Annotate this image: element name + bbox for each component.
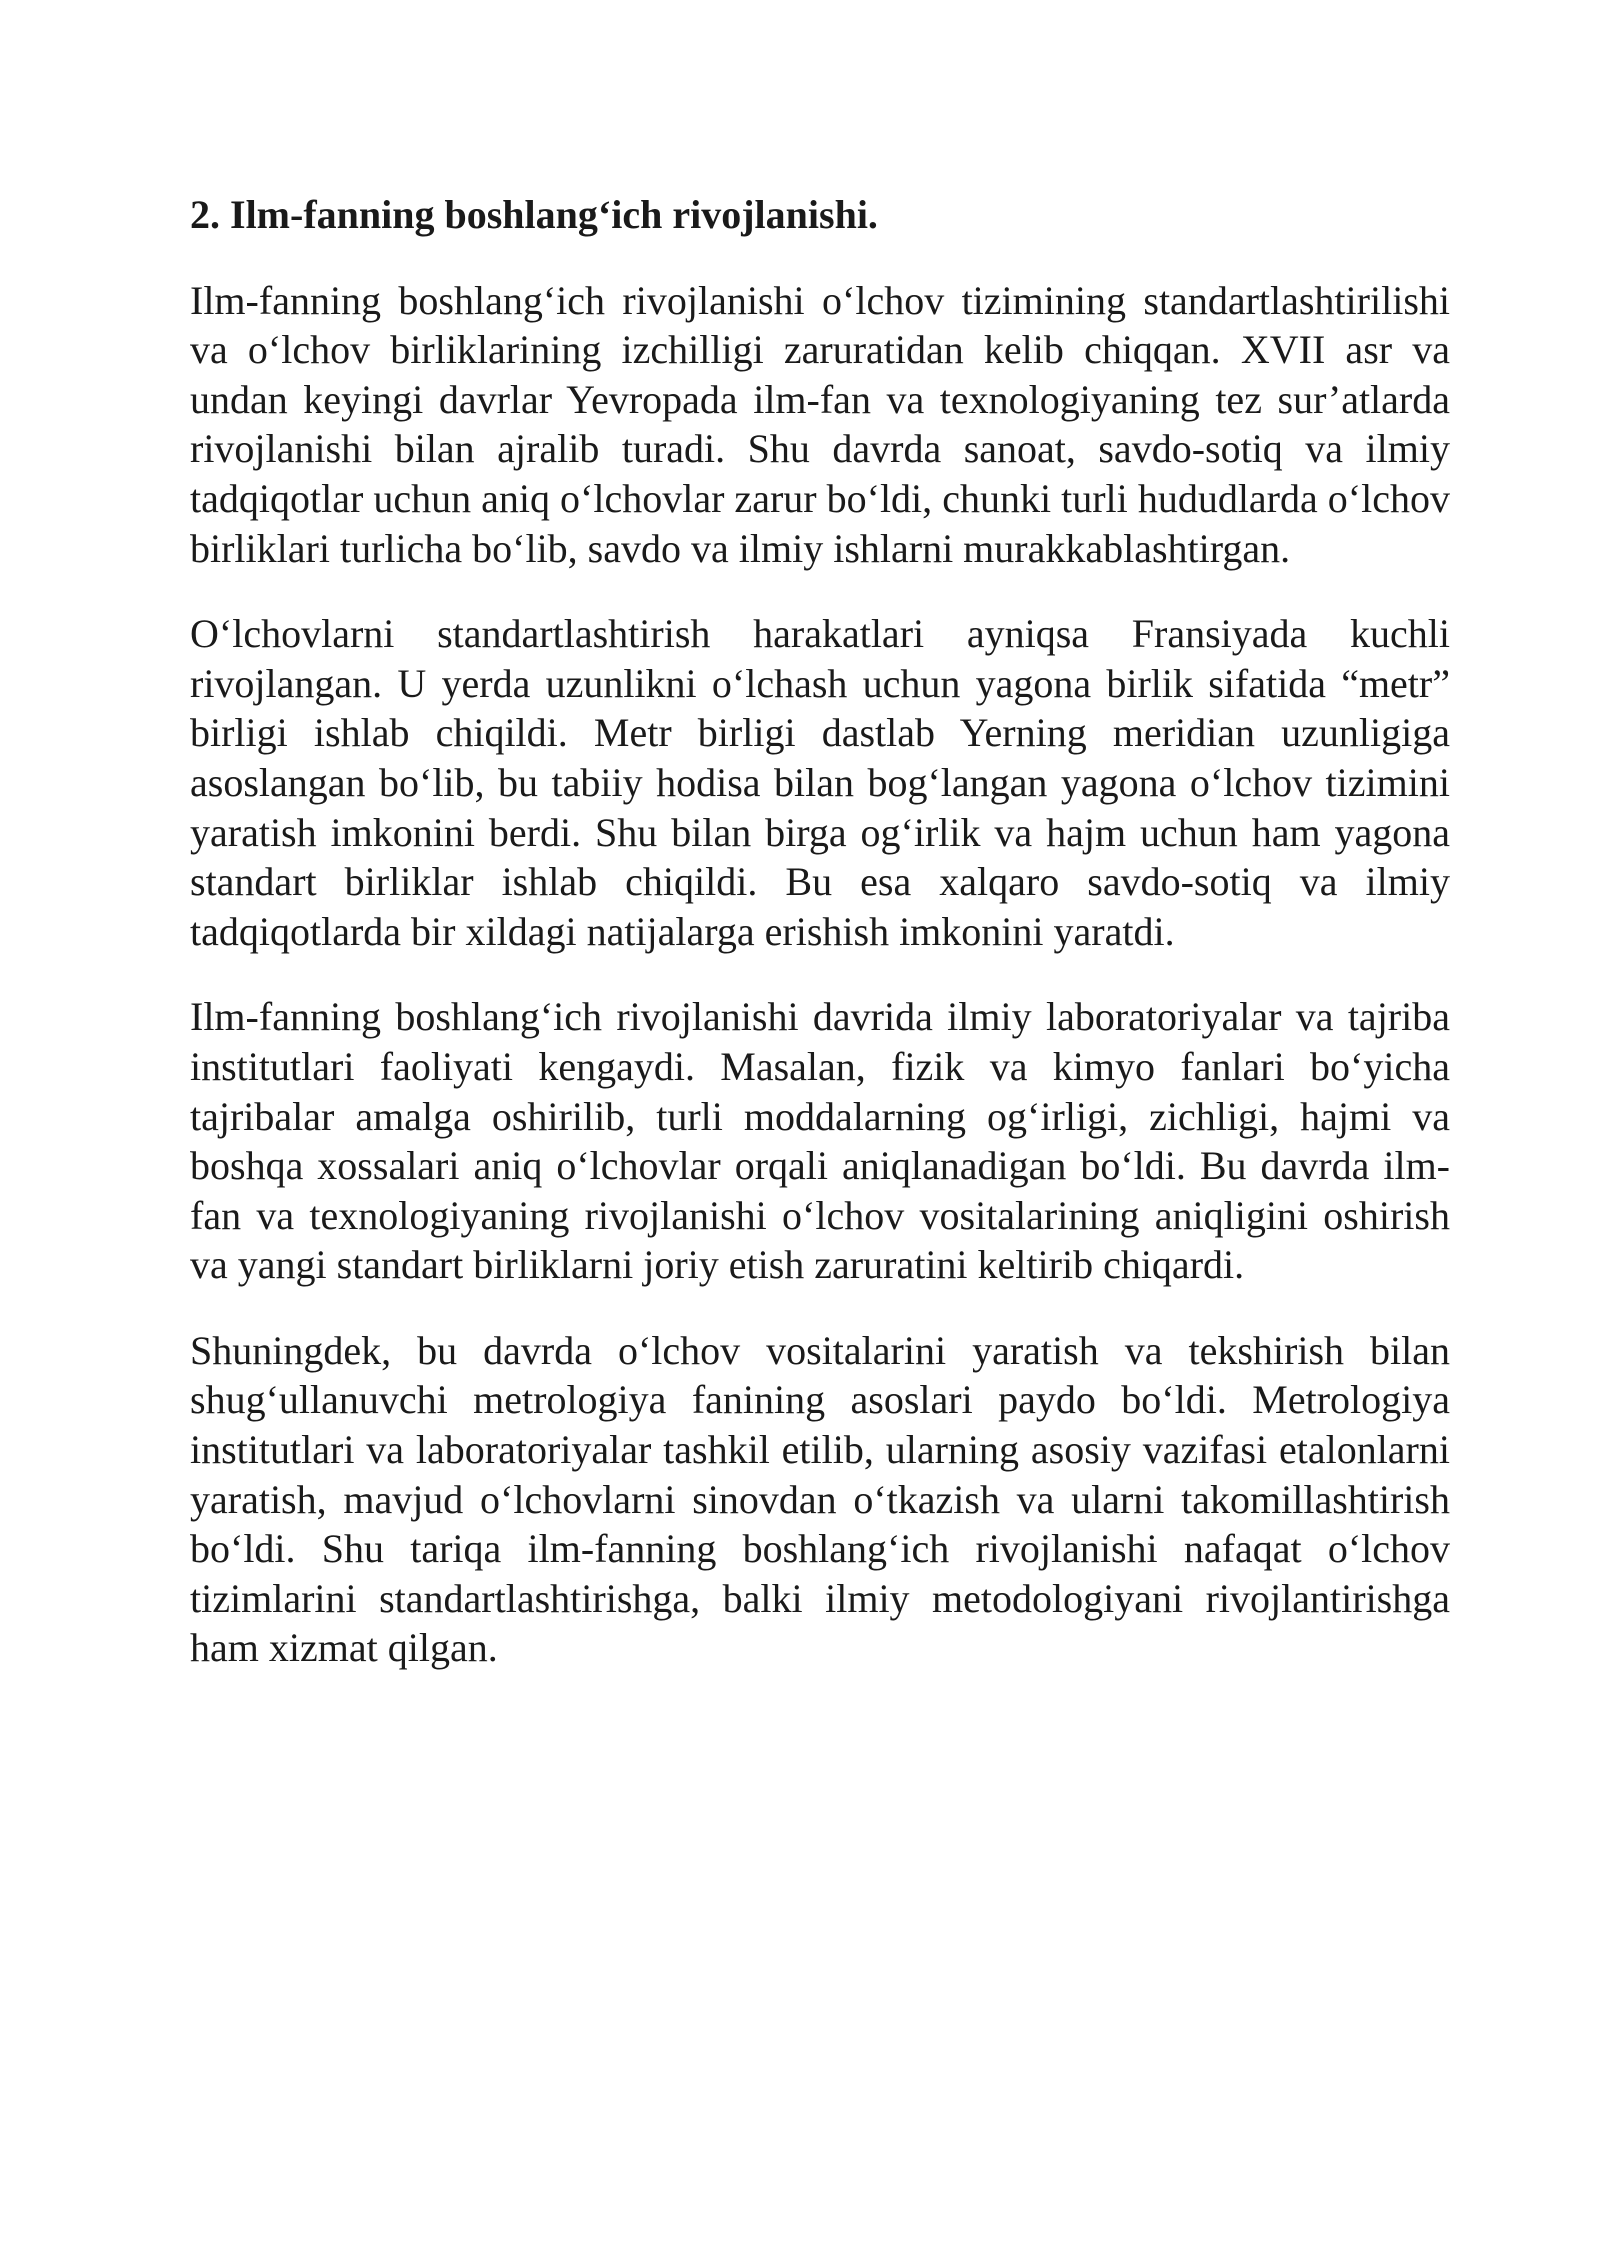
- document-body: [190, 190, 1450, 1709]
- paragraph-2: O‘lchovlarni standartlashtirish harakatlari ayniqsa Fransiyada kuchli rivojlangan. U yerda uzunlikni o‘lchash uchun yagona birlik sifatida “metr” birligi ishlab chiqildi. Metr birligi dastlab Yerning meridian uzunligiga asoslangan bo‘lib, bu tabiiy hodisa bilan bog‘langan yagona o‘lchov tizimini yaratish imkonini berdi. Shu bilan birga og‘irlik va hajm uchun ham yagona standart birliklar ishlab chiqildi. Bu esa xalqaro savdo-sotiq va ilmiy tadqiqotlarda bir xildagi natijalarga erishish imkonini yaratdi.: [190, 611, 1450, 954]
- section-heading: 2. Ilm-fanning boshlang‘ich rivojlanishi.: [190, 192, 878, 237]
- paragraph-3: Ilm-fanning boshlang‘ich rivojlanishi davrida ilmiy laboratoriyalar va tajriba institutlari faoliyati kengaydi. Masalan, fizik va kimyo fanlari bo‘yicha tajribalar amalga oshirilib, turli moddalarning og‘irligi, zichligi, hajmi va boshqa xossalari aniq o‘lchovlar orqali aniqlanadigan bo‘ldi. Bu davrda ilm-fan va texnologiyaning rivojlanishi o‘lchov vositalarining aniqligini oshirish va yangi standart birliklarni joriy etish zaruratini keltirib chiqardi.: [190, 994, 1450, 1288]
- paragraph-1: Ilm-fanning boshlang‘ich rivojlanishi o‘lchov tizimining standartlashtirilishi va o‘lchov birliklarining izchilligi zaruratidan kelib chiqqan. XVII asr va undan keyingi davrlar Yevropada ilm-fan va texnologiyaning tez sur’atlarda rivojlanishi bilan ajralib turadi. Shu davrda sanoat, savdo-sotiq va ilmiy tadqiqotlar uchun aniq o‘lchovlar zarur bo‘ldi, chunki turli hududlarda o‘lchov birliklari turlicha bo‘lib, savdo va ilmiy ishlarni murakkablashtirgan.: [190, 277, 1450, 571]
- paragraph-4: Shuningdek, bu davrda o‘lchov vositalarini yaratish va tekshirish bilan shug‘ullanuvchi metrologiya fanining asoslari paydo bo‘ldi. Metrologiya institutlari va laboratoriyalar tashkil etilib, ularning asosiy vazifasi etalonlarni yaratish, mavjud o‘lchovlarni sinovdan o‘tkazish va ularni takomillashtirish bo‘ldi. Shu tariqa ilm-fanning boshlang‘ich rivojlanishi nafaqat o‘lchov tizimlarini standartlashtirishga, balki ilmiy metodologiyani rivojlantirishga ham xizmat qilgan.: [190, 1327, 1450, 1671]
